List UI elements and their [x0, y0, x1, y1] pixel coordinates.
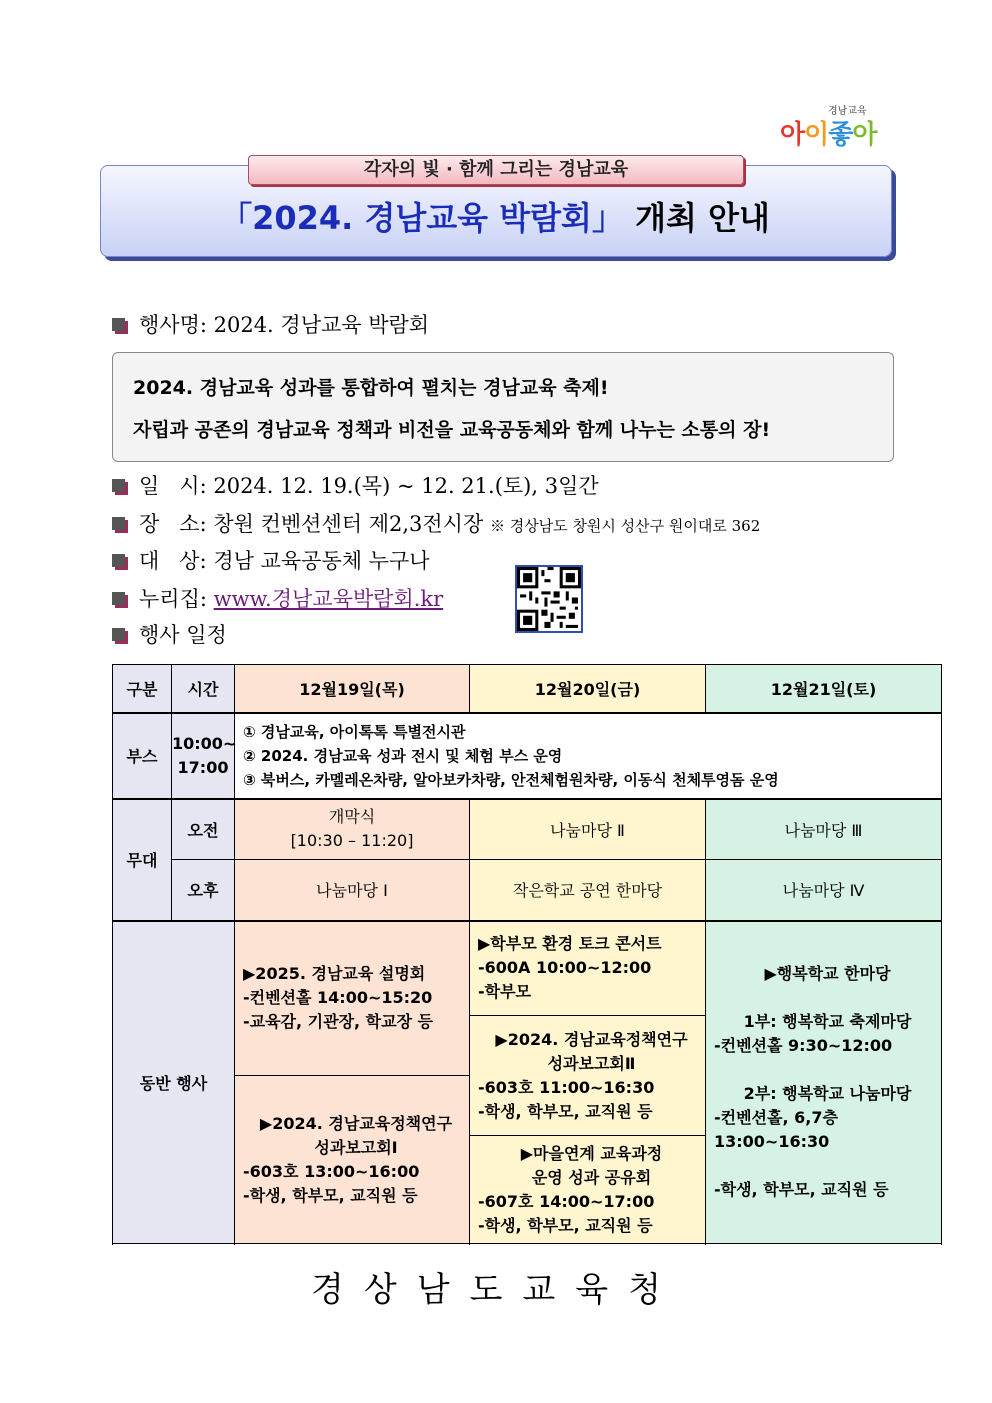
side-day1-a: ▶2025. 경남교육 설명회 -컨벤션홀 14:00~15:20 -교육감, 기관장, 학교장 등 [235, 921, 470, 1076]
schedule-table [112, 664, 942, 1244]
stage-am-day1: 개막식 [10:30 – 11:20] [235, 799, 470, 860]
target-item: 대 상: 경남 교육공동체 누구나 [112, 547, 430, 575]
intro-line-2: 자립과 공존의 경남교육 정책과 비전을 교육공동체와 함께 나누는 소통의 장! [133, 419, 771, 441]
side-day2-a: ▶학부모 환경 토크 콘서트 -600A 10:00~12:00 -학부모 [470, 921, 706, 1016]
side-event-label: 동반 행사 [113, 921, 235, 1244]
place-item: 장 소: 창원 컨벤션센터 제2,3전시장 ※ 경상남도 창원시 성산구 원이대로 362 [112, 510, 760, 540]
stage-pm-label: 오후 [172, 860, 235, 921]
place-note: ※ 경상남도 창원시 성산구 원이대로 362 [489, 517, 761, 535]
header-day2: 12월20일(금) [470, 665, 706, 713]
stage-am-row [113, 799, 942, 860]
booth-time: 10:00~ 17:00 [172, 713, 235, 799]
header-day1: 12월19일(목) [235, 665, 470, 713]
site-item: 누리집: www.경남교육박람회.kr [112, 585, 443, 613]
side-day2-b: ▶2024. 경남교육정책연구 성과보고회Ⅱ -603호 11:00~16:30 -학생, 학부모, 교직원 등 [470, 1016, 706, 1136]
bullet-icon [112, 592, 125, 605]
subtitle: 각자의 빛 · 함께 그리는 경남교육 [248, 155, 744, 185]
stage-am-label: 오전 [172, 799, 235, 860]
page-title: 「2024. 경남교육 박람회」 개최 안내 [220, 199, 770, 237]
site-link[interactable]: www.경남교육박람회.kr [213, 587, 444, 611]
stage-pm-day3: 나눔마당 Ⅳ [706, 860, 942, 921]
booth-content: ① 경남교육, 아이톡톡 특별전시관 ② 2024. 경남교육 성과 전시 및 체험 부스 운영 ③ 북버스, 카멜레온차량, 알아보카차량, 안전체험원차량, 이동식 천체투영돔 운영 [235, 713, 942, 799]
qr-code-icon[interactable] [515, 565, 583, 633]
side-day3: ▶행복학교 한마당 1부: 행복학교 축제마당 -컨벤션홀 9:30~12:00 2부: 행복학교 나눔마당 -컨벤션홀, 6,7층 13:00~16:30 -학생, 학부모, 교직원 등 [706, 921, 942, 1244]
stage-pm-day2: 작은학교 공연 한마당 [470, 860, 706, 921]
header-day3: 12월21일(토) [706, 665, 942, 713]
logo [780, 100, 880, 160]
bullet-icon [112, 479, 125, 492]
logo-caption: 경남교육 [828, 106, 867, 117]
stage-pm-day1: 나눔마당 Ⅰ [235, 860, 470, 921]
stage-pm-row [113, 860, 942, 921]
booth-label: 부스 [113, 713, 172, 799]
booth-row [113, 713, 942, 799]
bullet-icon [112, 517, 125, 530]
bullet-icon [112, 628, 125, 641]
header-time: 시간 [172, 665, 235, 713]
header-category: 구분 [113, 665, 172, 713]
event-name-item: 행사명: 2024. 경남교육 박람회 [112, 311, 429, 339]
bullet-icon [112, 554, 125, 567]
stage-am-day3: 나눔마당 Ⅲ [706, 799, 942, 860]
stage-label: 무대 [113, 799, 172, 921]
side-row-1 [113, 921, 942, 1016]
side-day1-b: ▶2024. 경남교육정책연구 성과보고회Ⅰ -603호 13:00~16:00 -학생, 학부모, 교직원 등 [235, 1076, 470, 1244]
bullet-icon [112, 318, 125, 331]
stage-am-day2: 나눔마당 Ⅱ [470, 799, 706, 860]
footer-organization: 경상남도교육청 [311, 1270, 681, 1310]
logo-text: 아이좋아 [780, 120, 877, 150]
intro-line-1: 2024. 경남교육 성과를 통합하여 펼치는 경남교육 축제! [133, 377, 609, 399]
intro-box [112, 352, 894, 462]
schedule-item: 행사 일정 [112, 621, 227, 649]
side-day2-c: ▶마을연계 교육과정 운영 성과 공유회 -607호 14:00~17:00 -학생, 학부모, 교직원 등 [470, 1136, 706, 1244]
table-header-row [113, 665, 942, 713]
date-item: 일 시: 2024. 12. 19.(목) ~ 12. 21.(토), 3일간 [112, 472, 599, 500]
